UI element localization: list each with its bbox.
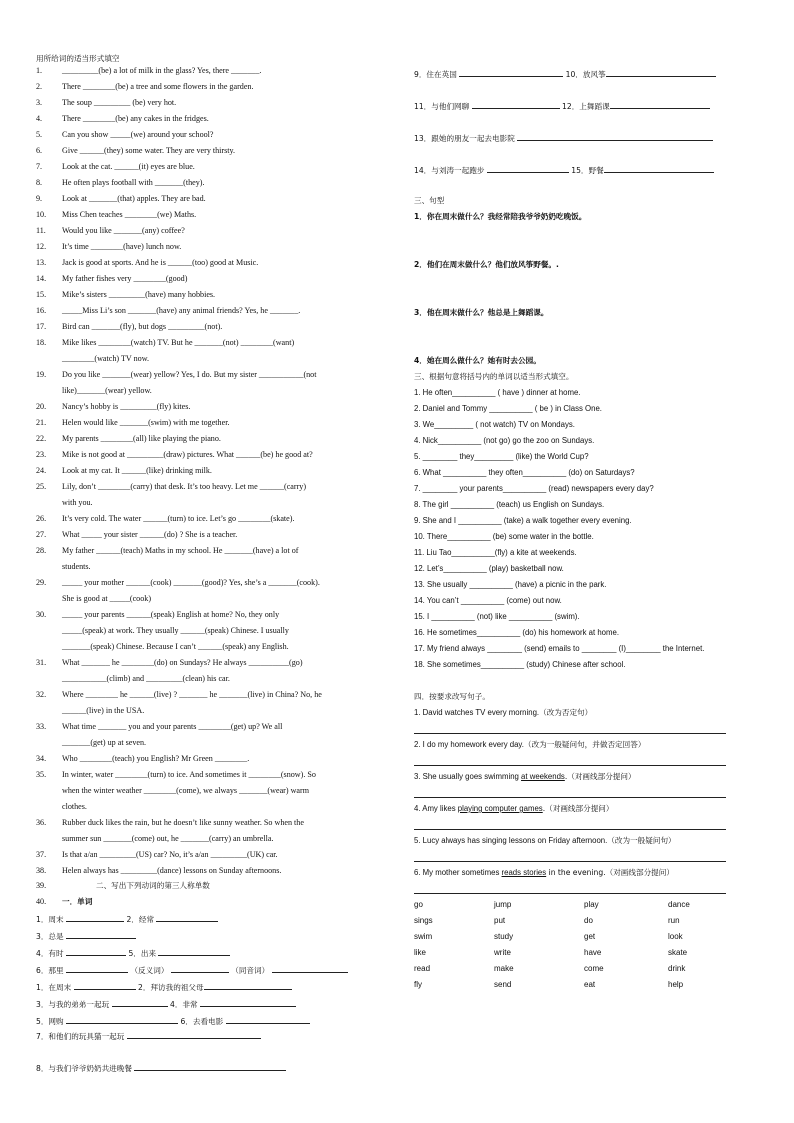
item-number: 24. [36, 466, 47, 475]
exercise-item [36, 610, 279, 620]
verb-word: like [414, 948, 427, 957]
item-text: Look at _______(that) apples. They are bad. [62, 194, 206, 203]
answer-line[interactable] [414, 893, 726, 894]
phrase-prompt: 1．在周末 [36, 983, 74, 992]
rewrite-text: 3. She usually goes swimming [414, 772, 522, 781]
item-number: 35. [36, 770, 47, 779]
fill-item: 2. Daniel and Tommy __________ ( be ) in Class One. [414, 404, 602, 413]
phrase-prompt: 12．上舞蹈课 [559, 102, 610, 111]
exercise-item [36, 706, 144, 716]
vocab-row [36, 947, 230, 959]
item-text: She is good at _____(cook) [62, 594, 152, 603]
underlined-phrase: reads stories [501, 868, 547, 877]
translation-item: 3．他在周末做什么？他总是上舞蹈课。 [414, 308, 549, 317]
item-text: ______(live) in the USA. [62, 706, 145, 715]
exercise-item [36, 770, 316, 780]
item-text: Would you like _______(any) coffee? [62, 226, 185, 235]
vocab-prompt: 5．出来 [126, 949, 159, 958]
phrase-row [414, 100, 710, 112]
item-text: Look at my cat. It ______(like) drinking milk. [62, 466, 212, 475]
phrase-row [36, 1015, 310, 1027]
fill-item: 18. She sometimes__________ (study) Chinese after school. [414, 660, 626, 669]
verb-word: fly [414, 980, 422, 989]
underlined-phrase: at weekends [521, 772, 565, 781]
phrase-row [36, 981, 292, 993]
vocab-prompt: （反义词） [128, 966, 171, 975]
verb-word: write [494, 948, 511, 957]
exercise-item [36, 370, 316, 380]
verb-word: study [494, 932, 514, 941]
exercise-item [36, 674, 230, 684]
fill-item: 3. We_________ ( not watch) TV on Mondays. [414, 420, 575, 429]
item-number: 14. [36, 274, 47, 283]
item-text: Nancy’s hobby is _________(fly) kites. [62, 402, 191, 411]
exercise-item [36, 658, 303, 668]
answer-line[interactable] [414, 829, 726, 830]
item-text: like)_______(wear) yellow. [62, 386, 152, 395]
exercise-item [36, 514, 295, 524]
item-text: _________(be) a lot of milk in the glass? Yes, there _______. [62, 66, 262, 75]
verb-word: get [584, 932, 596, 941]
rewrite-instruction: （改为一般疑问句，并做否定回答） [523, 740, 646, 749]
vocab-prompt: 4．有时 [36, 949, 67, 958]
answer-blank[interactable] [272, 964, 348, 973]
exercise-item [36, 690, 322, 700]
translation-item: 2．他们在周末做什么？他们放风筝野餐。. [414, 260, 559, 269]
item-text: students. [62, 562, 91, 571]
item-number: 11. [36, 226, 46, 235]
phrase-prompt: 11．与他们网聊 [414, 102, 472, 111]
exercise-item [36, 754, 249, 764]
answer-blank[interactable] [134, 1062, 286, 1071]
fill-item: 16. He sometimes__________ (do) his homework at home. [414, 628, 619, 637]
exercise-item [36, 98, 176, 108]
exercise-item [36, 322, 222, 332]
fill-item: 5. ________ they_________ (like) the World Cup? [414, 452, 589, 461]
item-text: He often plays football with _______(they). [62, 178, 205, 187]
item-text: clothes. [62, 802, 87, 811]
item-text: Helen always has _________(dance) lessons on Sunday afternoons. [62, 866, 282, 875]
item-text: Helen would like _______(swim) with me together. [62, 418, 230, 427]
verb-word: eat [584, 980, 596, 989]
exercise-item [36, 626, 289, 636]
answer-blank[interactable] [158, 947, 230, 956]
item-40 [36, 897, 92, 907]
phrase-row [414, 68, 716, 80]
item-text: Rubber duck likes the rain, but he doesn’t like sunny weather. So when the [62, 818, 304, 827]
item-number: 19. [36, 370, 47, 379]
exercise-item [36, 226, 185, 236]
exercise-item [36, 594, 151, 604]
item-text: Give ______(they) some water. They are very thirsty. [62, 146, 236, 155]
item-text: There ________(be) any cakes in the fridges. [62, 114, 209, 123]
item-number: 16. [36, 306, 47, 315]
answer-blank[interactable] [66, 913, 124, 922]
exercise-item [36, 466, 212, 476]
phrase-row [414, 164, 714, 176]
exercise-item [36, 354, 149, 364]
fill-item: 6. What __________ they often__________ (do) on Saturdays? [414, 468, 635, 477]
item-39 [36, 881, 210, 891]
vocab-prompt: 6．那里 [36, 966, 67, 975]
item-text: when the winter weather ________(come), we always _______(wear) warm [62, 786, 309, 795]
rewrite-instruction: .（对画线部分提问） [542, 804, 614, 813]
item-number: 12. [36, 242, 47, 251]
exercise-item [36, 722, 282, 732]
phrase-row [414, 132, 713, 144]
answer-blank[interactable] [226, 1015, 310, 1024]
answer-blank[interactable] [171, 964, 229, 973]
verb-word: run [668, 916, 680, 925]
vocab-prompt: 1．周末 [36, 915, 67, 924]
vocab-prompt: 3．总是 [36, 932, 67, 941]
phrase-row [36, 998, 296, 1010]
exercise-item [36, 434, 221, 444]
answer-blank[interactable] [517, 132, 713, 141]
rewrite-item [414, 772, 636, 782]
exercise-item [36, 802, 87, 812]
phrase-prompt: 5．网购 [36, 1017, 67, 1026]
item-text: It’s time ________(have) lunch now. [62, 242, 182, 251]
exercise-item [36, 130, 214, 140]
answer-line[interactable] [414, 733, 726, 734]
item-number: 13. [36, 258, 47, 267]
exercise-item [36, 114, 209, 124]
answer-line[interactable] [414, 765, 726, 766]
fill-item: 11. Liu Tao__________(fly) a kite at weekends. [414, 548, 577, 557]
exercise-item [36, 562, 91, 572]
phrase-prompt: 7．和他们的玩具猫一起玩 [36, 1032, 127, 1041]
item-number: 32. [36, 690, 47, 699]
item-number: 1. [36, 66, 43, 75]
item-text: My parents ________(all) like playing the piano. [62, 434, 221, 443]
exercise-item [36, 290, 215, 300]
answer-blank[interactable] [204, 981, 292, 990]
exercise-item [36, 866, 281, 876]
item-text: _____ your mother ______(cook) _______(good)? Yes, she’s a _______(cook). [62, 578, 320, 587]
item-number: 25. [36, 482, 47, 491]
item-number: 31. [36, 658, 47, 667]
exercise-item [36, 818, 304, 828]
exercise-item [36, 786, 309, 796]
exercise-item [36, 258, 258, 268]
verb-word: jump [494, 900, 512, 909]
verb-word: sings [414, 916, 433, 925]
exercise-item [36, 386, 152, 396]
exercise-item [36, 194, 206, 204]
rewrite-text: 1. David watches TV every morning. [414, 708, 540, 717]
item-number: 39. [36, 881, 47, 890]
phrase-prompt: 15．野餐 [568, 166, 604, 175]
exercise-item [36, 82, 253, 92]
exercise-item [36, 546, 298, 556]
answer-blank[interactable] [156, 913, 218, 922]
answer-blank[interactable] [66, 964, 128, 973]
item-text: Can you show _____(we) around your school? [62, 130, 214, 139]
answer-blank[interactable] [487, 164, 569, 173]
item-text: What _____ your sister ______(do) ? She is a teacher. [62, 530, 238, 539]
phrase-prompt: 9．住在英国 [414, 70, 460, 79]
verb-word: play [584, 900, 599, 909]
item-number: 30. [36, 610, 47, 619]
exercise-item [36, 530, 237, 540]
item-text: Mike’s sisters _________(have) many hobbies. [62, 290, 216, 299]
vocab-row [36, 964, 348, 976]
item-text: My father fishes very ________(good) [62, 274, 188, 283]
item-text: Mike is not good at _________(draw) pictures. What ______(be) he good at? [62, 450, 313, 459]
item-text: Where ________ he ______(live) ? _______ he _______(live) in China? No, he [62, 690, 322, 699]
exercise-item [36, 578, 320, 588]
item-text: _____(speak) at work. They usually ______(speak) Chinese. I usually [62, 626, 289, 635]
exercise-item [36, 450, 313, 460]
exercise-item [36, 306, 300, 316]
item-number: 20. [36, 402, 47, 411]
item-number: 10. [36, 210, 47, 219]
exercise-item [36, 850, 278, 860]
rewrite-instruction: （改为否定句） [539, 708, 593, 717]
item-text: My father ______(teach) Maths in my school. He _______(have) a lot of [62, 546, 299, 555]
answer-blank[interactable] [200, 998, 296, 1007]
verb-word: have [584, 948, 602, 957]
item-text: It’s very cold. The water ______(turn) to ice. Let’s go ________(skate). [62, 514, 295, 523]
vocab-row [36, 913, 218, 925]
underlined-phrase: playing computer games [457, 804, 543, 813]
item-number: 40. [36, 897, 47, 906]
item-number: 3. [36, 98, 43, 107]
item-text: Jack is good at sports. And he is ______(too) good at Music. [62, 258, 259, 267]
rewrite-item [414, 708, 592, 718]
item-number: 22. [36, 434, 47, 443]
item-number: 8. [36, 178, 43, 187]
fill-item: 14. You can’t __________ (come) out now. [414, 596, 562, 605]
phrase-prompt: 14．与刘涛一起跑步 [414, 166, 487, 175]
item-number: 27. [36, 530, 47, 539]
answer-blank[interactable] [472, 100, 560, 109]
verb-word: dance [668, 900, 690, 909]
phrase-prompt: 3．与我的弟弟一起玩 [36, 1000, 112, 1009]
item-text: summer sun _______(come) out, he _______(carry) an umbrella. [62, 834, 274, 843]
item-text: _____Miss Li’s son _______(have) any animal friends? Yes, he _______. [62, 306, 301, 315]
verb-word: come [584, 964, 604, 973]
vocab-prompt: （同音词） [228, 966, 272, 975]
rewrite-item [414, 740, 645, 750]
phrase-prompt: 4．非常 [167, 1000, 201, 1009]
item-text: Do you like _______(wear) yellow? Yes, I do. But my sister ___________(not [62, 370, 317, 379]
item-number: 28. [36, 546, 47, 555]
item-text: Miss Chen teaches ________(we) Maths. [62, 210, 197, 219]
answer-blank[interactable] [606, 68, 716, 77]
verb-word: skate [668, 948, 688, 957]
answer-blank[interactable] [74, 981, 136, 990]
item-text: _______(get) up at seven. [62, 738, 147, 747]
fill-item: 8. The girl __________ (teach) us English on Sundays. [414, 500, 605, 509]
rewrite-text: 5. Lucy always has singing lessons on Friday afternoon. [414, 836, 608, 845]
exercise-item [36, 338, 294, 348]
item-text: What time _______ you and your parents ________(get) up? We all [62, 722, 283, 731]
item-number: 7. [36, 162, 43, 171]
item-number: 4. [36, 114, 43, 123]
item-text: Is that a/an _________(US) car? No, it’s a/an _________(UK) car. [62, 850, 278, 859]
rewrite-text: 2. I do my homework every day. [414, 740, 524, 749]
item-number: 17. [36, 322, 47, 331]
answer-blank[interactable] [66, 930, 136, 939]
exercise-item [36, 274, 187, 284]
answer-blank[interactable] [604, 164, 714, 173]
rewrite-instruction: .（对画线部分提问） [564, 772, 636, 781]
exercise-item [36, 242, 181, 252]
answer-blank[interactable] [610, 100, 710, 109]
exercise-item [36, 66, 261, 76]
verb-word: put [494, 916, 506, 925]
translation-item: 4．她在周么做什么？她有时去公园。 [414, 356, 541, 365]
item-number: 34. [36, 754, 47, 763]
answer-line[interactable] [414, 861, 726, 862]
rewrite-text: 6. My mother sometimes [414, 868, 502, 877]
answer-line[interactable] [414, 797, 726, 798]
exercise-item [36, 210, 196, 220]
phrase-prompt: 8．与我们爷爷奶奶共进晚餐 [36, 1064, 135, 1073]
item-number: 26. [36, 514, 47, 523]
exercise-item [36, 498, 93, 508]
exercise-item [36, 738, 146, 748]
section-title: 一．单词 [62, 897, 93, 906]
item-number: 5. [36, 130, 43, 139]
item-text: What _______ he ________(do) on Sundays? He always __________(go) [62, 658, 303, 667]
item-text: ________(watch) TV now. [62, 354, 150, 363]
answer-blank[interactable] [66, 947, 126, 956]
answer-blank[interactable] [127, 1030, 261, 1039]
item-number: 21. [36, 418, 47, 427]
item-number: 9. [36, 194, 43, 203]
verb-word: drink [668, 964, 686, 973]
phrase-row [36, 1062, 286, 1074]
phrase-prompt: 2．拜访我的祖父母 [135, 983, 204, 992]
verb-word: go [414, 900, 423, 909]
fill-item: 4. Nick__________ (not go) go the zoo on Sundays. [414, 436, 595, 445]
item-number: 33. [36, 722, 47, 731]
item-text: _____ your parents ______(speak) English at home? No, they only [62, 610, 280, 619]
verb-word: do [584, 916, 593, 925]
verb-word: swim [414, 932, 433, 941]
rewrite-item [414, 868, 674, 878]
item-text: Who ________(teach) you English? Mr Green ________. [62, 754, 250, 763]
phrase-prompt: 10．放风筝 [563, 70, 606, 79]
item-number: 38. [36, 866, 47, 875]
section-title: 三、根据句意将括号内的单词以适当形式填空。 [414, 372, 574, 381]
verb-word: help [668, 980, 684, 989]
verb-word: make [494, 964, 514, 973]
item-number: 23. [36, 450, 47, 459]
fill-item: 15. I __________ (not) like __________ (swim). [414, 612, 580, 621]
item-text: Lily, don’t ________(carry) that desk. It’s too heavy. Let me ______(carry) [62, 482, 307, 491]
item-text: Look at the cat. ______(it) eyes are blue. [62, 162, 195, 171]
rewrite-instruction: in the evening.（对画线部分提问） [546, 868, 674, 877]
item-text: with you. [62, 498, 93, 507]
item-number: 37. [36, 850, 47, 859]
rewrite-instruction: （改为一般疑问句） [607, 836, 676, 845]
fill-item: 12. Let’s__________ (play) basketball now. [414, 564, 564, 573]
vocab-row [36, 930, 136, 942]
fill-item: 17. My friend always ________ (send) emails to ________ (I)________ the Internet. [414, 644, 705, 653]
exercise-item [36, 162, 195, 172]
item-text: Bird can _______(fly), but dogs _________(not). [62, 322, 223, 331]
item-text: In winter, water ________(turn) to ice. And sometimes it ________(snow). So [62, 770, 316, 779]
rewrite-item [414, 804, 613, 814]
item-number: 18. [36, 338, 47, 347]
answer-blank[interactable] [66, 1015, 178, 1024]
rewrite-text: 4. Amy likes [414, 804, 458, 813]
fill-item: 9. She and I __________ (take) a walk together every evening. [414, 516, 632, 525]
answer-blank[interactable] [459, 68, 563, 77]
vocab-prompt: 2．经常 [124, 915, 157, 924]
exercise-item [36, 642, 289, 652]
item-number: 6. [36, 146, 43, 155]
verb-word: look [668, 932, 683, 941]
section-title: 四．按要求改写句子。 [414, 692, 490, 701]
item-number: 2. [36, 82, 43, 91]
section-title: 三、句型 [414, 196, 445, 205]
verb-word: send [494, 980, 512, 989]
item-text: The soup _________ (be) very hot. [62, 98, 177, 107]
item-number: 15. [36, 290, 47, 299]
fill-item: 7. ________ your parents__________ (read) newspapers every day? [414, 484, 654, 493]
item-number: 29. [36, 578, 47, 587]
exercise-item [36, 834, 274, 844]
fill-item: 13. She usually __________ (have) a picnic in the park. [414, 580, 607, 589]
exercise-item [36, 402, 190, 412]
answer-blank[interactable] [112, 998, 168, 1007]
item-text: There ________(be) a tree and some flowers in the garden. [62, 82, 254, 91]
section-heading: 用所给词的适当形式填空 [36, 54, 120, 63]
section-title: 二、写出下列动词的第三人称单数 [96, 881, 210, 890]
exercise-item [36, 146, 235, 156]
fill-item: 10. There__________ (be) some water in the bottle. [414, 532, 594, 541]
exercise-item [36, 178, 205, 188]
item-text: Mike likes ________(watch) TV. But he _______(not) ________(want) [62, 338, 295, 347]
phrase-prompt: 13．跟她的朋友一起去电影院 [414, 134, 518, 143]
rewrite-item [414, 836, 676, 846]
item-text: ___________(climb) and _________(clean) his car. [62, 674, 230, 683]
item-text: _______(speak) Chinese. Because I can’t ______(speak) any English. [62, 642, 289, 651]
fill-item: 1. He often__________ ( have ) dinner at home. [414, 388, 581, 397]
exercise-item [36, 482, 306, 492]
verb-word: read [414, 964, 431, 973]
phrase-prompt: 6．去看电影 [178, 1017, 226, 1026]
item-number: 36. [36, 818, 47, 827]
translation-item: 1．你在周末做什么？我经常陪我爷爷奶奶吃晚饭。 [414, 212, 587, 221]
phrase-row [36, 1030, 261, 1042]
exercise-item [36, 418, 229, 428]
